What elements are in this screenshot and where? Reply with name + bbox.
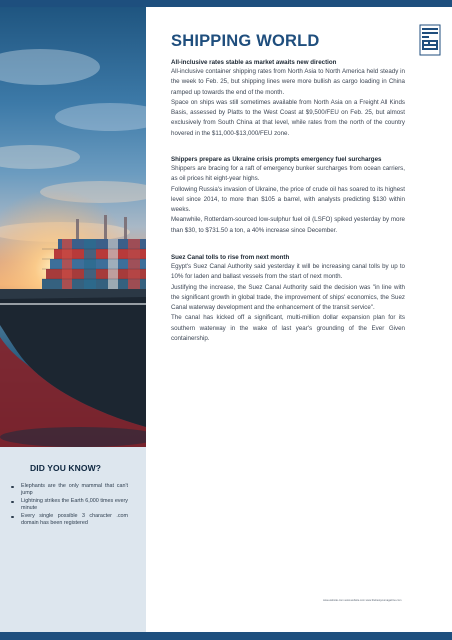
fact-text: Lightning strikes the Earth 6,000 times every minute (21, 498, 128, 512)
article-paragraph: Egypt's Suez Canal Authority said yesterday it will be increasing canal tolls by up to 10% for laden and ballast vessels from the start of next month. (171, 263, 405, 281)
article-fuel-surcharges (171, 155, 405, 236)
fact-item (8, 483, 128, 498)
fact-item (8, 513, 128, 528)
article-paragraph: Shippers are bracing for a raft of emergency bunker surcharges from ocean carriers, as oil prices hit eight-year highs. (171, 165, 405, 183)
article-paragraph: Justifying the increase, the Suez Canal Authority said the decision was "in line with the significant growth in global trade, the improvement of ships' economics, the Suez Canal waterway development and the enhancement of the transit service". (171, 283, 405, 312)
article-market-rates (171, 58, 405, 139)
fact-text: Elephants are the only mammal that can't jump (21, 483, 128, 497)
article-paragraph: The canal has kicked off a significant, multi-million dollar expansion plan for its southern waterway in the wake of last year's grounding of the Ever Given containership. (171, 314, 405, 343)
bullet-icon (11, 501, 14, 504)
page-title: SHIPPING WORLD (171, 32, 320, 50)
article-paragraph: Space on ships was still sometimes available from North Asia on a Freight All Kinds Basis, assessed by Platts to the West Coast at $9,500/FEU on Feb. 25, but almost exclusively from South China at that level, while rates from the north of the country hovered in the $11,000-$13,000/FEU zone. (171, 98, 405, 137)
article-heading: Shippers prepare as Ukraine crisis prompts emergency fuel surcharges (171, 156, 382, 163)
left-column (0, 7, 146, 632)
footer-note: www.website.com www.website.com www.thebestyoumagazine.com (323, 599, 402, 602)
did-you-know-title: DID YOU KNOW? (30, 463, 102, 473)
fact-text: Every single possible 3 character .com domain has been registered (21, 513, 128, 527)
article-paragraph: Following Russia's invasion of Ukraine, the price of crude oil has soared to its highest level since 2014, to more than $105 a barrel, with analysts predicting $130 within weeks. (171, 185, 405, 214)
article-paragraph: All-inclusive container shipping rates from North Asia to North America held steady in the week to Feb. 25, but shipping lines were more bullish as cargo loading in China ramped up towards the end of the month. (171, 68, 405, 96)
fact-item (8, 498, 128, 513)
cargo-ship-image (0, 7, 146, 447)
bottom-bar (0, 632, 452, 640)
cargo-ship-illustration (0, 7, 146, 447)
fact-list (8, 483, 128, 528)
bullet-icon (11, 486, 14, 489)
article-paragraph: Meanwhile, Rotterdam-sourced low-sulphur fuel oil (LSFO) spiked yesterday by more than $30, to $731.50 a ton, a 40% increase since December. (171, 216, 405, 234)
bullet-icon (11, 516, 14, 519)
shipping-world-logo-icon (419, 24, 441, 56)
article-heading: Suez Canal tolls to rise from next month (171, 254, 290, 261)
top-bar (0, 0, 452, 7)
article-suez-canal (171, 253, 405, 344)
article-heading: All-inclusive rates stable as market awaits new direction (171, 59, 337, 66)
